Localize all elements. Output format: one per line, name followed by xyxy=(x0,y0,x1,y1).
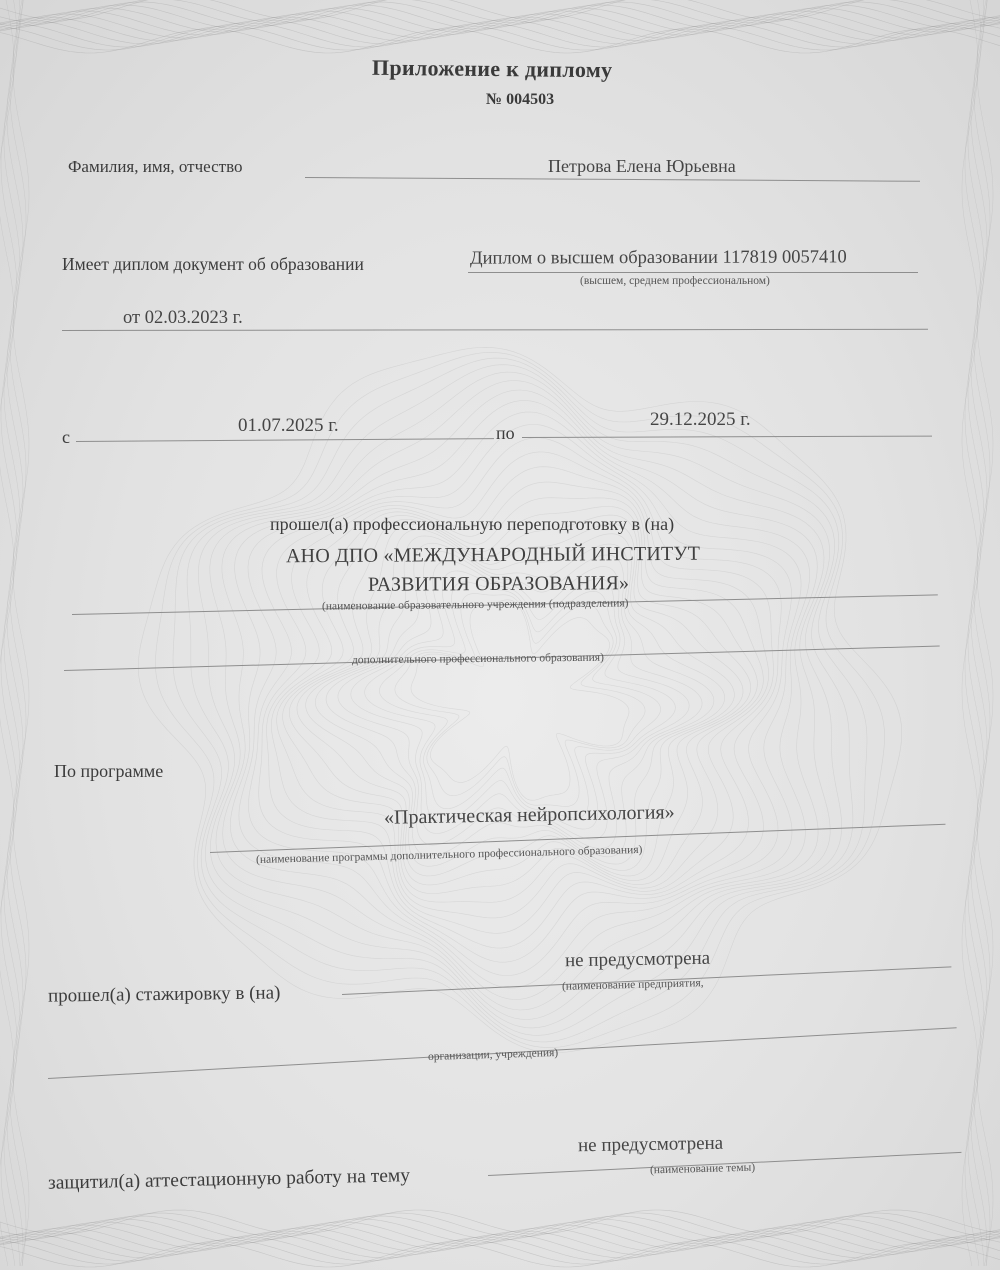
program-value: «Практическая нейропсихология» xyxy=(383,801,675,829)
program-label: По программе xyxy=(54,761,164,781)
period-from-label: с xyxy=(62,427,70,447)
document-title: Приложение к диплому xyxy=(371,54,613,83)
period-from-value: 01.07.2025 г. xyxy=(238,415,339,436)
document-number: № 004503 xyxy=(486,91,555,108)
institution-name-line1: АНО ДПО «МЕЖДУНАРОДНЫЙ ИНСТИТУТ xyxy=(285,542,701,568)
internship-value: не предусмотрена xyxy=(564,947,711,972)
education-date: от 02.03.2023 г. xyxy=(123,308,243,328)
thesis-label: защитил(а) аттестационную работу на тему xyxy=(47,1165,411,1194)
institution-note2: дополнительного профессионального образования) xyxy=(351,651,604,667)
full-name-value: Петрова Елена Юрьевна xyxy=(548,156,736,176)
period-to-value: 29.12.2025 г. xyxy=(650,409,751,430)
thesis-note: (наименование темы) xyxy=(649,1161,756,1177)
education-note: (высшем, среднем профессиональном) xyxy=(580,275,770,287)
internship-label: прошел(а) стажировку в (на) xyxy=(47,982,281,1007)
retraining-label: прошел(а) профессиональную переподготовку в (на) xyxy=(270,514,675,534)
education-value: Диплом о высшем образовании 117819 0057410 xyxy=(469,247,847,269)
education-label: Имеет диплом документ об образовании xyxy=(62,254,364,274)
education-line xyxy=(468,272,918,273)
internship-note1: (наименование предприятия, xyxy=(561,977,704,993)
institution-name-line2: РАЗВИТИЯ ОБРАЗОВАНИЯ» xyxy=(367,572,630,596)
thesis-value: не предусмотрена xyxy=(577,1132,724,1157)
program-note: (наименование программы дополнительного профессионального образования) xyxy=(255,843,643,867)
full-name-label: Фамилия, имя, отчество xyxy=(68,157,243,176)
period-to-label: по xyxy=(496,423,515,443)
internship-note2: организации, учреждения) xyxy=(427,1046,559,1064)
institution-note1: (наименование образовательного учреждения (подразделения) xyxy=(321,597,629,613)
